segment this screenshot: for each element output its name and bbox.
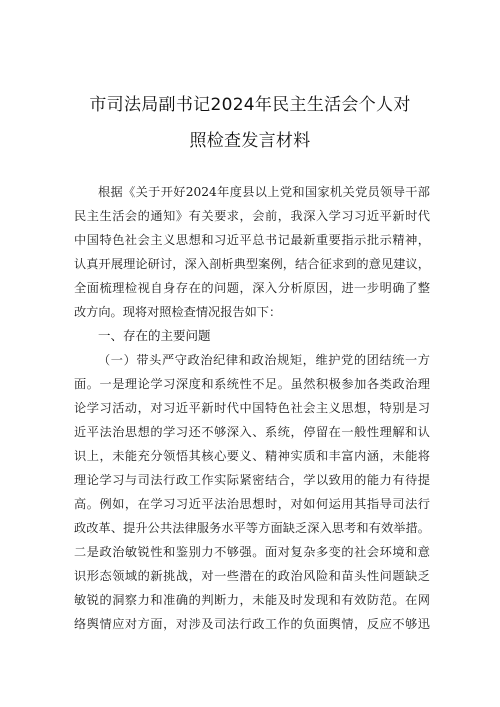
- body-line: （一）带头严守政治纪律和政治规矩，维护党的团结统一方: [98, 353, 430, 367]
- intro-line: 根据《关于开好2024年度县以上党和国家机关党员领导干部: [98, 185, 430, 199]
- body-line: 政改革、提升公共法律服务水平等方面缺乏深入思考和有效举措。: [74, 521, 430, 535]
- body-line: 理论学习与司法行政工作实际紧密结合，学以致用的能力有待提: [74, 473, 430, 487]
- body-line: 高。例如，在学习习近平法治思想时，对如何运用其指导司法行: [74, 497, 430, 511]
- document-title-line-2: 照检查发言材料: [189, 131, 311, 151]
- intro-line: 改方向。现将对照检查情况报告如下：: [74, 305, 282, 319]
- intro-line: 认真开展理论研讨，深入剖析典型案例，结合征求到的意见建议，: [74, 257, 430, 271]
- intro-line: 中国特色社会主义思想和习近平总书记最新重要指示批示精神，: [74, 233, 430, 247]
- document-title-line-1: 市司法局副书记2024年民主生活会个人对: [89, 95, 411, 115]
- body-line: 论学习活动，对习近平新时代中国特色社会主义思想，特别是习: [74, 401, 430, 415]
- body-line: 识形态领域的新挑战，对一些潜在的政治风险和苗头性问题缺乏: [74, 569, 430, 583]
- body-line: 二是政治敏锐性和鉴别力不够强。面对复杂多变的社会环境和意: [74, 545, 430, 559]
- intro-line: 民主生活会的通知》有关要求，会前，我深入学习习近平新时代: [74, 209, 430, 223]
- body-line: 面。一是理论学习深度和系统性不足。虽然积极参加各类政治理: [74, 377, 430, 391]
- body-line: 络舆情应对方面，对涉及司法行政工作的负面舆情，反应不够迅: [74, 617, 430, 631]
- intro-line: 全面梳理检视自身存在的问题，深入分析原因，进一步明确了整: [74, 281, 430, 295]
- section-heading: 一、存在的主要问题: [98, 328, 211, 343]
- body-line: 识上，未能充分领悟其核心要义、精神实质和丰富内涵，未能将: [74, 449, 430, 463]
- body-line: 近平法治思想的学习还不够深入、系统，停留在一般性理解和认: [74, 425, 430, 439]
- body-line: 敏锐的洞察力和准确的判断力，未能及时发现和有效防范。在网: [74, 593, 430, 607]
